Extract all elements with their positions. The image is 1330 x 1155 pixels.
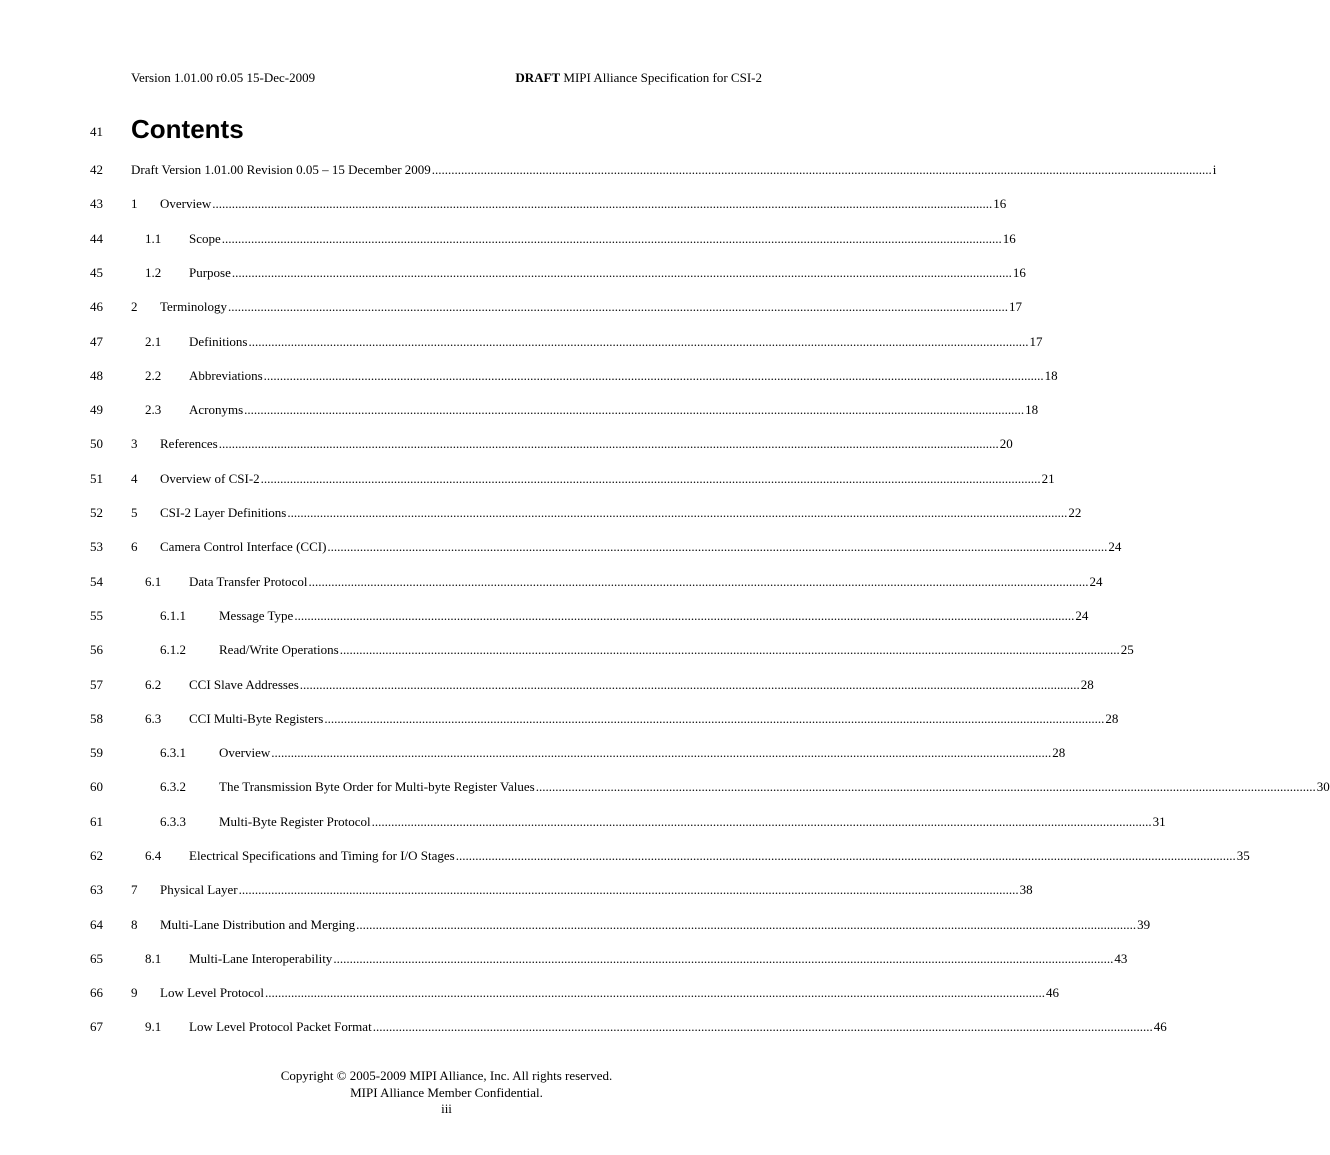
toc-section-number: 7 bbox=[131, 882, 138, 897]
toc-entry[interactable] bbox=[131, 985, 1059, 1001]
toc-section-title: Data Transfer Protocol bbox=[189, 574, 308, 589]
line-number: 46 bbox=[90, 299, 103, 314]
toc-entry[interactable] bbox=[131, 436, 1013, 452]
toc-section-title: Physical Layer bbox=[160, 882, 238, 897]
toc-dot-leader: ................................................................................................................................................................................................................................................ bbox=[238, 882, 1019, 897]
header-version: Version 1.01.00 r0.05 15-Dec-2009 bbox=[131, 70, 316, 85]
toc-entry[interactable] bbox=[131, 231, 1016, 247]
toc-page-number: 35 bbox=[1236, 848, 1250, 863]
toc-entry[interactable] bbox=[131, 608, 1089, 624]
toc-section-number: 8.1 bbox=[145, 951, 162, 966]
toc-section-title: Multi-Lane Distribution and Merging bbox=[160, 917, 356, 932]
toc-section-number: 4 bbox=[131, 471, 138, 486]
line-number: 58 bbox=[90, 711, 103, 726]
toc-page-number: 17 bbox=[1008, 299, 1022, 314]
toc-section-number: 2.2 bbox=[145, 368, 162, 383]
toc-page-number: 39 bbox=[1137, 917, 1151, 932]
line-number: 48 bbox=[90, 368, 103, 383]
toc-section-number: 9 bbox=[131, 985, 138, 1000]
toc-section-number: 5 bbox=[131, 505, 138, 520]
toc-page-number: 28 bbox=[1105, 711, 1119, 726]
toc-section-title: CCI Slave Addresses bbox=[189, 677, 299, 692]
toc-entry[interactable] bbox=[131, 402, 1039, 418]
toc-page-number: i bbox=[1212, 162, 1217, 177]
line-number: 50 bbox=[90, 436, 103, 451]
line-number: 64 bbox=[90, 917, 103, 932]
toc-entry[interactable] bbox=[131, 574, 1103, 590]
toc-section-title: Electrical Specifications and Timing for I/O Stages bbox=[189, 848, 455, 863]
toc-entry[interactable] bbox=[131, 677, 1094, 693]
toc-entry[interactable] bbox=[131, 368, 1058, 384]
toc-dot-leader: ................................................................................................................................................................................................................................................ bbox=[308, 574, 1089, 589]
toc-section-number: 6.3.1 bbox=[160, 745, 186, 760]
toc-section-number: 6.2 bbox=[145, 677, 162, 692]
page-title: Contents bbox=[131, 114, 244, 144]
toc-page-number: 16 bbox=[1002, 231, 1016, 246]
line-number: 56 bbox=[90, 642, 103, 657]
line-number: 42 bbox=[90, 162, 103, 177]
toc-entry[interactable] bbox=[131, 299, 1022, 315]
line-number: 57 bbox=[90, 677, 103, 692]
toc-entry[interactable] bbox=[131, 642, 1134, 658]
toc-page-number: 46 bbox=[1153, 1019, 1167, 1034]
line-number: 51 bbox=[90, 471, 103, 486]
toc-dot-leader: ................................................................................................................................................................................................................................................ bbox=[324, 711, 1105, 726]
toc-section-title: Terminology bbox=[160, 299, 227, 314]
line-number: 54 bbox=[90, 574, 103, 589]
toc-entry[interactable] bbox=[131, 711, 1119, 727]
toc-page-number: 17 bbox=[1029, 334, 1043, 349]
toc-page-number: 22 bbox=[1068, 505, 1082, 520]
toc-section-title: Definitions bbox=[189, 334, 248, 349]
toc-page-number: 18 bbox=[1025, 402, 1039, 417]
toc-dot-leader: ................................................................................................................................................................................................................................................ bbox=[218, 436, 999, 451]
toc-entry[interactable] bbox=[131, 505, 1082, 521]
toc-entry[interactable] bbox=[131, 539, 1122, 555]
toc-entry[interactable] bbox=[131, 917, 1151, 933]
toc-entry[interactable] bbox=[131, 196, 1007, 212]
toc-dot-leader: ................................................................................................................................................................................................................................................ bbox=[271, 745, 1052, 760]
toc-section-title: Abbreviations bbox=[189, 368, 263, 383]
toc-section-number: 1.2 bbox=[145, 265, 162, 280]
toc-page-number: 28 bbox=[1052, 745, 1066, 760]
footer-confidential: MIPI Alliance Member Confidential. bbox=[350, 1085, 543, 1100]
footer-copyright: Copyright © 2005-2009 MIPI Alliance, Inc. All rights reserved. bbox=[280, 1068, 613, 1083]
toc-section-title: CCI Multi-Byte Registers bbox=[189, 711, 324, 726]
toc-page-number: 20 bbox=[999, 436, 1013, 451]
line-number: 62 bbox=[90, 848, 103, 863]
toc-section-number: 2.1 bbox=[145, 334, 162, 349]
toc-section-number: 1 bbox=[131, 196, 138, 211]
toc-page-number: 21 bbox=[1041, 471, 1055, 486]
toc-section-title: Draft Version 1.01.00 Revision 0.05 – 15 December 2009 bbox=[131, 162, 431, 177]
toc-dot-leader: ................................................................................................................................................................................................................................................ bbox=[455, 848, 1236, 863]
toc-section-title: Overview bbox=[160, 196, 212, 211]
toc-dot-leader: ................................................................................................................................................................................................................................................ bbox=[431, 162, 1212, 177]
toc-section-number: 6 bbox=[131, 539, 138, 554]
toc-section-number: 6.3.3 bbox=[160, 814, 186, 829]
toc-dot-leader: ................................................................................................................................................................................................................................................ bbox=[371, 814, 1152, 829]
toc-page-number: 16 bbox=[1012, 265, 1026, 280]
toc-entry[interactable] bbox=[131, 779, 1330, 795]
toc-page-number: 31 bbox=[1152, 814, 1166, 829]
line-number: 44 bbox=[90, 231, 103, 246]
toc-section-title: Message Type bbox=[219, 608, 294, 623]
toc-section-title: CSI-2 Layer Definitions bbox=[160, 505, 287, 520]
line-number: 67 bbox=[90, 1019, 103, 1034]
toc-section-number: 6.1 bbox=[145, 574, 162, 589]
toc-page-number: 30 bbox=[1316, 779, 1330, 794]
toc-section-number: 1.1 bbox=[145, 231, 162, 246]
toc-dot-leader: ................................................................................................................................................................................................................................................ bbox=[333, 951, 1114, 966]
line-number: 65 bbox=[90, 951, 103, 966]
line-number: 43 bbox=[90, 196, 103, 211]
toc-entry[interactable] bbox=[131, 951, 1128, 967]
line-number: 47 bbox=[90, 334, 103, 349]
toc-section-number: 8 bbox=[131, 917, 138, 932]
toc-section-number: 3 bbox=[131, 436, 138, 451]
toc-dot-leader: ................................................................................................................................................................................................................................................ bbox=[227, 299, 1008, 314]
line-number: 63 bbox=[90, 882, 103, 897]
toc-entry[interactable] bbox=[131, 814, 1166, 830]
toc-dot-leader: ................................................................................................................................................................................................................................................ bbox=[327, 539, 1108, 554]
toc-page-number: 16 bbox=[993, 196, 1007, 211]
line-number: 49 bbox=[90, 402, 103, 417]
line-number: 59 bbox=[90, 745, 103, 760]
line-number: 52 bbox=[90, 505, 103, 520]
toc-section-title: Overview bbox=[219, 745, 271, 760]
toc-section-title: References bbox=[160, 436, 218, 451]
toc-section-number: 2 bbox=[131, 299, 138, 314]
toc-page-number: 46 bbox=[1045, 985, 1059, 1000]
toc-dot-leader: ................................................................................................................................................................................................................................................ bbox=[212, 196, 993, 211]
line-number: 53 bbox=[90, 539, 103, 554]
toc-entry[interactable] bbox=[131, 162, 1217, 178]
line-number: 66 bbox=[90, 985, 103, 1000]
toc-section-title: Low Level Protocol bbox=[160, 985, 264, 1000]
toc-entry[interactable] bbox=[131, 745, 1066, 761]
line-number: 41 bbox=[90, 124, 103, 139]
toc-dot-leader: ................................................................................................................................................................................................................................................ bbox=[294, 608, 1075, 623]
toc-entry[interactable] bbox=[131, 848, 1250, 864]
toc-dot-leader: ................................................................................................................................................................................................................................................ bbox=[260, 471, 1041, 486]
toc-section-title: Multi-Lane Interoperability bbox=[189, 951, 333, 966]
toc-section-title: Multi-Byte Register Protocol bbox=[219, 814, 371, 829]
toc-dot-leader: ................................................................................................................................................................................................................................................ bbox=[372, 1019, 1153, 1034]
toc-section-number: 6.3 bbox=[145, 711, 162, 726]
line-number: 60 bbox=[90, 779, 103, 794]
toc-dot-leader: ................................................................................................................................................................................................................................................ bbox=[248, 334, 1029, 349]
header-draft-label: DRAFT bbox=[515, 70, 561, 85]
toc-section-title: The Transmission Byte Order for Multi-byte Register Values bbox=[219, 779, 535, 794]
toc-section-number: 6.1.1 bbox=[160, 608, 186, 623]
toc-dot-leader: ................................................................................................................................................................................................................................................ bbox=[356, 917, 1137, 932]
toc-entry[interactable] bbox=[131, 265, 1026, 281]
toc-page-number: 25 bbox=[1120, 642, 1134, 657]
toc-section-title: Scope bbox=[189, 231, 221, 246]
toc-entry[interactable] bbox=[131, 334, 1043, 350]
toc-dot-leader: ................................................................................................................................................................................................................................................ bbox=[339, 642, 1120, 657]
toc-dot-leader: ................................................................................................................................................................................................................................................ bbox=[299, 677, 1080, 692]
toc-dot-leader: ................................................................................................................................................................................................................................................ bbox=[231, 265, 1012, 280]
toc-dot-leader: ................................................................................................................................................................................................................................................ bbox=[244, 402, 1025, 417]
toc-page-number: 38 bbox=[1019, 882, 1033, 897]
toc-dot-leader: ................................................................................................................................................................................................................................................ bbox=[263, 368, 1044, 383]
toc-page-number: 24 bbox=[1108, 539, 1122, 554]
toc-dot-leader: ................................................................................................................................................................................................................................................ bbox=[287, 505, 1068, 520]
line-number: 55 bbox=[90, 608, 103, 623]
toc-entry[interactable] bbox=[131, 471, 1055, 487]
toc-page-number: 28 bbox=[1080, 677, 1094, 692]
toc-page-number: 43 bbox=[1114, 951, 1128, 966]
toc-section-title: Camera Control Interface (CCI) bbox=[160, 539, 327, 554]
line-number: 61 bbox=[90, 814, 103, 829]
toc-entry[interactable] bbox=[131, 1019, 1167, 1035]
toc-dot-leader: ................................................................................................................................................................................................................................................ bbox=[221, 231, 1002, 246]
toc-section-title: Acronyms bbox=[189, 402, 244, 417]
toc-section-title: Overview of CSI-2 bbox=[160, 471, 260, 486]
toc-page-number: 18 bbox=[1044, 368, 1058, 383]
header-spec-name: MIPI Alliance Specification for CSI-2 bbox=[563, 70, 762, 85]
toc-section-number: 6.1.2 bbox=[160, 642, 186, 657]
toc-entry[interactable] bbox=[131, 882, 1033, 898]
line-number: 45 bbox=[90, 265, 103, 280]
toc-section-number: 6.4 bbox=[145, 848, 162, 863]
toc-dot-leader: ................................................................................................................................................................................................................................................ bbox=[264, 985, 1045, 1000]
toc-section-number: 2.3 bbox=[145, 402, 162, 417]
toc-section-title: Low Level Protocol Packet Format bbox=[189, 1019, 372, 1034]
toc-dot-leader: ................................................................................................................................................................................................................................................ bbox=[535, 779, 1316, 794]
toc-page-number: 24 bbox=[1075, 608, 1089, 623]
footer-page-number: iii bbox=[441, 1101, 452, 1116]
toc-section-number: 9.1 bbox=[145, 1019, 162, 1034]
toc-section-title: Read/Write Operations bbox=[219, 642, 339, 657]
toc-section-title: Purpose bbox=[189, 265, 231, 280]
toc-page-number: 24 bbox=[1089, 574, 1103, 589]
header-spec-title bbox=[515, 70, 762, 86]
toc-section-number: 6.3.2 bbox=[160, 779, 186, 794]
